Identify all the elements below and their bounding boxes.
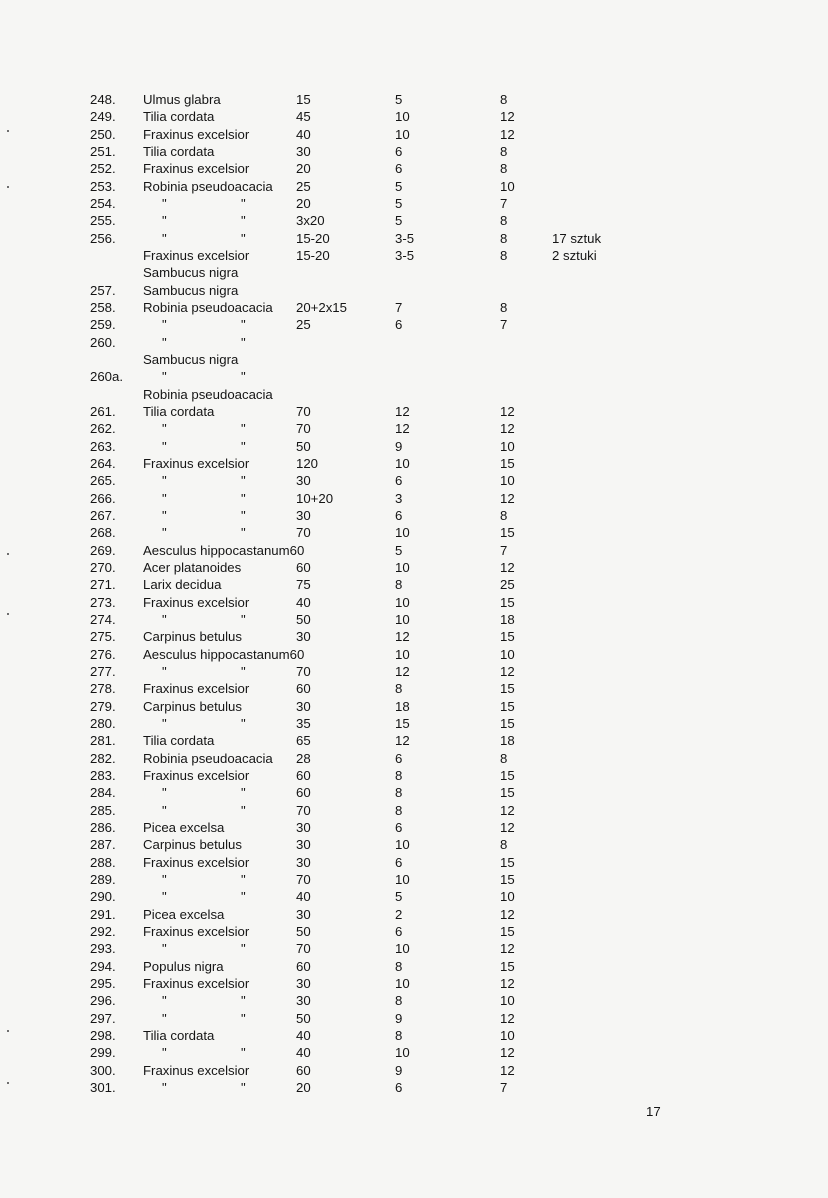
ditto-mark: " (241, 317, 246, 333)
row-number: 300. (90, 1062, 116, 1078)
species-name: Fraxinus excelsior (143, 1062, 250, 1078)
ditto-mark: " (241, 507, 246, 523)
diameter-value: 30 (296, 144, 311, 159)
species-name: Sambucus nigra (143, 351, 239, 367)
crown-value: 10 (500, 646, 515, 662)
row-number: 296. (90, 993, 116, 1009)
diameter-value: 40 (296, 1045, 311, 1061)
row-number: 259. (90, 317, 116, 333)
row-number: 292. (90, 923, 116, 939)
row-number: 254. (90, 196, 116, 211)
species-name: Fraxinus excelsior (143, 854, 250, 870)
height-value: 10 (395, 525, 410, 541)
row-number: 288. (90, 854, 116, 870)
diameter-value: 20 (296, 1079, 311, 1095)
row-number: 275. (90, 629, 116, 645)
row-number: 255. (90, 213, 116, 229)
diameter-value: 70 (296, 403, 311, 419)
diameter-value: 60 (296, 767, 311, 783)
crown-value: 12 (500, 906, 515, 922)
crown-value: 8 (500, 507, 508, 523)
row-number: 263. (90, 438, 116, 454)
crown-value: 15 (500, 681, 515, 697)
row-number: 251. (90, 144, 116, 159)
crown-value: 12 (500, 109, 515, 125)
ditto-mark: " (162, 473, 167, 489)
crown-value: 8 (500, 92, 508, 107)
species-name: Fraxinus excelsior (143, 975, 250, 991)
ditto-mark: " (162, 334, 167, 350)
diameter-value: 30 (296, 975, 311, 991)
crown-value: 15 (500, 715, 515, 731)
ditto-mark: " (241, 1010, 246, 1026)
height-value: 10 (395, 455, 410, 471)
diameter-value: 60 (296, 958, 311, 974)
crown-value: 15 (500, 525, 515, 541)
ditto-mark: " (241, 1045, 246, 1061)
row-number: 269. (90, 542, 116, 558)
height-value: 10 (395, 126, 410, 142)
ditto-mark: " (241, 473, 246, 489)
ditto-mark: " (241, 334, 246, 350)
ditto-mark: " (162, 941, 167, 957)
ditto-mark: " (241, 213, 246, 229)
species-name: Fraxinus excelsior (143, 681, 250, 697)
diameter-value: 3x20 (296, 213, 325, 229)
ditto-mark: " (241, 196, 246, 211)
diameter-value: 30 (296, 993, 311, 1009)
ditto-mark: " (162, 1079, 167, 1095)
species-name: Fraxinus excelsior (143, 594, 250, 610)
crown-value: 7 (500, 317, 508, 333)
crown-value: 10 (500, 178, 515, 194)
species-name: Carpinus betulus (143, 837, 242, 853)
row-number: 266. (90, 490, 116, 506)
species-name: Picea excelsa (143, 906, 225, 922)
crown-value: 25 (500, 577, 515, 593)
row-number: 293. (90, 941, 116, 957)
diameter-value: 45 (296, 109, 311, 125)
crown-value: 7 (500, 1079, 508, 1095)
ditto-mark: " (162, 230, 167, 246)
row-number: 281. (90, 733, 116, 749)
ditto-mark: " (162, 525, 167, 541)
ditto-mark: " (241, 941, 246, 957)
ditto-mark: " (241, 525, 246, 541)
crown-value: 12 (500, 490, 515, 506)
height-value: 6 (395, 923, 403, 939)
species-name: Robinia pseudoacacia (143, 300, 273, 315)
height-value: 3-5 (395, 230, 415, 246)
scan-speck (7, 613, 9, 615)
height-value: 5 (395, 92, 403, 107)
row-number: 252. (90, 161, 116, 177)
ditto-mark: " (162, 802, 167, 818)
row-number: 257. (90, 282, 116, 298)
crown-value: 12 (500, 663, 515, 679)
height-value: 10 (395, 109, 410, 125)
height-value: 6 (395, 1079, 403, 1095)
crown-value: 12 (500, 126, 515, 142)
row-number: 274. (90, 611, 116, 627)
height-value: 10 (395, 871, 410, 887)
crown-value: 15 (500, 698, 515, 714)
height-value: 5 (395, 213, 403, 229)
row-number: 250. (90, 126, 116, 142)
crown-value: 12 (500, 559, 515, 575)
diameter-value: 30 (296, 854, 311, 870)
crown-value: 15 (500, 854, 515, 870)
ditto-mark: " (241, 715, 246, 731)
height-value: 10 (395, 975, 410, 991)
species-name: Picea excelsa (143, 819, 225, 835)
diameter-value: 25 (296, 178, 311, 194)
species-name: Tilia cordata (143, 733, 215, 749)
species-name: Fraxinus excelsior (143, 923, 250, 939)
crown-value: 8 (500, 161, 508, 177)
row-number: 262. (90, 421, 116, 437)
species-name: Ulmus glabra (143, 92, 221, 107)
ditto-mark: " (241, 871, 246, 887)
diameter-value: 50 (296, 923, 311, 939)
height-value: 15 (395, 715, 410, 731)
row-number: 256. (90, 230, 116, 246)
crown-value: 15 (500, 455, 515, 471)
crown-value: 8 (500, 837, 508, 853)
species-name: Fraxinus excelsior (143, 161, 250, 177)
ditto-mark: " (241, 993, 246, 1009)
height-value: 10 (395, 611, 410, 627)
diameter-value: 20+2x15 (296, 300, 347, 315)
diameter-value: 30 (296, 819, 311, 835)
height-value: 8 (395, 785, 403, 801)
ditto-mark: " (162, 785, 167, 801)
species-name: Carpinus betulus (143, 629, 242, 645)
ditto-mark: " (162, 889, 167, 905)
diameter-value: 35 (296, 715, 311, 731)
crown-value: 10 (500, 993, 515, 1009)
height-value: 8 (395, 681, 403, 697)
species-name: Carpinus betulus (143, 698, 242, 714)
ditto-mark: " (162, 993, 167, 1009)
row-number: 286. (90, 819, 116, 835)
species-name: Robinia pseudoacacia (143, 750, 273, 766)
crown-value: 12 (500, 1062, 515, 1078)
height-value: 6 (395, 750, 403, 766)
row-number: 284. (90, 785, 116, 801)
crown-value: 10 (500, 473, 515, 489)
diameter-value: 10+20 (296, 490, 334, 506)
row-number: 248. (90, 92, 116, 107)
height-value: 10 (395, 1045, 410, 1061)
scan-speck (7, 553, 9, 555)
diameter-value: 40 (296, 594, 311, 610)
ditto-mark: " (162, 317, 167, 333)
crown-value: 8 (500, 750, 508, 766)
ditto-mark: " (241, 230, 246, 246)
height-value: 6 (395, 317, 403, 333)
height-value: 2 (395, 906, 403, 922)
count-note: 2 sztuki (552, 248, 597, 263)
crown-value: 15 (500, 923, 515, 939)
height-value: 10 (395, 941, 410, 957)
diameter-value: 25 (296, 317, 311, 333)
row-number: 276. (90, 646, 116, 662)
height-value: 6 (395, 819, 403, 835)
ditto-mark: " (241, 785, 246, 801)
row-number: 291. (90, 906, 116, 922)
row-number: 268. (90, 525, 116, 541)
row-number: 267. (90, 507, 116, 523)
row-number: 258. (90, 300, 116, 315)
diameter-value: 120 (296, 455, 319, 471)
ditto-mark: " (162, 507, 167, 523)
ditto-mark: " (241, 802, 246, 818)
row-number: 278. (90, 681, 116, 697)
row-number: 265. (90, 473, 116, 489)
height-value: 8 (395, 993, 403, 1009)
ditto-mark: " (241, 369, 246, 385)
crown-value: 12 (500, 1045, 515, 1061)
height-value: 6 (395, 854, 403, 870)
ditto-mark: " (241, 490, 246, 506)
ditto-mark: " (241, 421, 246, 437)
species-name: Tilia cordata (143, 109, 215, 125)
diameter-value: 70 (296, 421, 311, 437)
row-number: 287. (90, 837, 116, 853)
row-number: 270. (90, 559, 116, 575)
height-value: 12 (395, 629, 410, 645)
row-number: 290. (90, 889, 116, 905)
diameter-value: 70 (296, 941, 311, 957)
scan-speck (7, 1030, 9, 1032)
crown-value: 15 (500, 629, 515, 645)
species-name: Robinia pseudoacacia (143, 178, 273, 194)
species-name: Aesculus hippocastanum60 (143, 542, 305, 558)
species-name: Tilia cordata (143, 1027, 215, 1043)
height-value: 12 (395, 733, 410, 749)
height-value: 8 (395, 802, 403, 818)
diameter-value: 70 (296, 871, 311, 887)
crown-value: 12 (500, 421, 515, 437)
row-number: 260a. (90, 369, 124, 385)
diameter-value: 50 (296, 1010, 311, 1026)
crown-value: 15 (500, 594, 515, 610)
row-number: 271. (90, 577, 116, 593)
ditto-mark: " (241, 663, 246, 679)
ditto-mark: " (162, 213, 167, 229)
crown-value: 8 (500, 144, 508, 159)
ditto-mark: " (162, 871, 167, 887)
species-name: Tilia cordata (143, 403, 215, 419)
height-value: 9 (395, 438, 403, 454)
height-value: 6 (395, 507, 403, 523)
diameter-value: 70 (296, 802, 311, 818)
species-name: Aesculus hippocastanum60 (143, 646, 305, 662)
row-number: 253. (90, 178, 116, 194)
height-value: 8 (395, 577, 403, 593)
row-number: 249. (90, 109, 116, 125)
height-value: 7 (395, 300, 403, 315)
height-value: 8 (395, 767, 403, 783)
height-value: 6 (395, 473, 403, 489)
ditto-mark: " (162, 611, 167, 627)
species-name: Fraxinus excelsior (143, 248, 250, 263)
diameter-value: 60 (296, 559, 311, 575)
crown-value: 7 (500, 196, 508, 211)
diameter-value: 70 (296, 525, 311, 541)
ditto-mark: " (241, 1079, 246, 1095)
diameter-value: 40 (296, 126, 311, 142)
species-name: Fraxinus excelsior (143, 767, 250, 783)
crown-value: 10 (500, 889, 515, 905)
ditto-mark: " (162, 369, 167, 385)
ditto-mark: " (241, 438, 246, 454)
height-value: 5 (395, 889, 403, 905)
diameter-value: 30 (296, 507, 311, 523)
height-value: 6 (395, 161, 403, 177)
crown-value: 18 (500, 733, 515, 749)
diameter-value: 20 (296, 161, 311, 177)
crown-value: 12 (500, 403, 515, 419)
row-number: 280. (90, 715, 116, 731)
species-name: Larix decidua (143, 577, 222, 593)
ditto-mark: " (162, 438, 167, 454)
row-number: 261. (90, 403, 116, 419)
crown-value: 10 (500, 1027, 515, 1043)
height-value: 10 (395, 594, 410, 610)
diameter-value: 60 (296, 681, 311, 697)
diameter-value: 28 (296, 750, 311, 766)
row-number: 301. (90, 1079, 116, 1095)
ditto-mark: " (241, 611, 246, 627)
diameter-value: 70 (296, 663, 311, 679)
height-value: 3-5 (395, 248, 415, 263)
species-name: Acer platanoides (143, 559, 242, 575)
diameter-value: 15-20 (296, 230, 330, 246)
crown-value: 15 (500, 767, 515, 783)
ditto-mark: " (162, 196, 167, 211)
height-value: 10 (395, 646, 410, 662)
ditto-mark: " (162, 421, 167, 437)
diameter-value: 30 (296, 837, 311, 853)
row-number: 289. (90, 871, 116, 887)
diameter-value: 15-20 (296, 248, 330, 263)
height-value: 18 (395, 698, 410, 714)
row-number: 273. (90, 594, 116, 610)
crown-value: 12 (500, 975, 515, 991)
row-number: 282. (90, 750, 116, 766)
species-name: Robinia pseudoacacia (143, 386, 273, 402)
row-number: 264. (90, 455, 116, 471)
row-number: 279. (90, 698, 116, 714)
crown-value: 18 (500, 611, 515, 627)
diameter-value: 30 (296, 629, 311, 645)
crown-value: 7 (500, 542, 508, 558)
species-name: Fraxinus excelsior (143, 455, 250, 471)
crown-value: 15 (500, 871, 515, 887)
species-name: Fraxinus excelsior (143, 126, 250, 142)
height-value: 12 (395, 403, 410, 419)
height-value: 10 (395, 559, 410, 575)
height-value: 6 (395, 144, 403, 159)
diameter-value: 30 (296, 906, 311, 922)
page-number: 17 (646, 1104, 661, 1119)
crown-value: 15 (500, 785, 515, 801)
diameter-value: 60 (296, 1062, 311, 1078)
height-value: 5 (395, 542, 403, 558)
ditto-mark: " (162, 490, 167, 506)
diameter-value: 15 (296, 92, 311, 107)
diameter-value: 20 (296, 196, 311, 211)
ditto-mark: " (162, 663, 167, 679)
scan-speck (7, 130, 9, 132)
diameter-value: 65 (296, 733, 311, 749)
scan-speck (7, 1082, 9, 1084)
row-number: 297. (90, 1010, 116, 1026)
row-number: 260. (90, 334, 116, 350)
height-value: 12 (395, 663, 410, 679)
height-value: 10 (395, 837, 410, 853)
height-value: 12 (395, 421, 410, 437)
height-value: 5 (395, 178, 403, 194)
crown-value: 15 (500, 958, 515, 974)
row-number: 295. (90, 975, 116, 991)
diameter-value: 75 (296, 577, 311, 593)
crown-value: 12 (500, 819, 515, 835)
row-number: 298. (90, 1027, 116, 1043)
row-number: 285. (90, 802, 116, 818)
crown-value: 10 (500, 438, 515, 454)
diameter-value: 30 (296, 698, 311, 714)
diameter-value: 30 (296, 473, 311, 489)
diameter-value: 40 (296, 889, 311, 905)
crown-value: 12 (500, 941, 515, 957)
ditto-mark: " (162, 715, 167, 731)
crown-value: 12 (500, 802, 515, 818)
crown-value: 8 (500, 300, 508, 315)
row-number: 299. (90, 1045, 116, 1061)
crown-value: 12 (500, 1010, 515, 1026)
ditto-mark: " (162, 1045, 167, 1061)
species-name: Populus nigra (143, 958, 224, 974)
height-value: 8 (395, 1027, 403, 1043)
crown-value: 8 (500, 230, 508, 246)
row-number: 294. (90, 958, 116, 974)
species-name: Sambucus nigra (143, 265, 239, 281)
row-number: 277. (90, 663, 116, 679)
diameter-value: 50 (296, 438, 311, 454)
crown-value: 8 (500, 213, 508, 229)
diameter-value: 40 (296, 1027, 311, 1043)
count-note: 17 sztuk (552, 230, 602, 246)
height-value: 9 (395, 1062, 403, 1078)
diameter-value: 60 (296, 785, 311, 801)
crown-value: 8 (500, 248, 508, 263)
species-name: Sambucus nigra (143, 282, 239, 298)
ditto-mark: " (241, 889, 246, 905)
height-value: 3 (395, 490, 403, 506)
height-value: 5 (395, 196, 403, 211)
height-value: 9 (395, 1010, 403, 1026)
row-number: 283. (90, 767, 116, 783)
diameter-value: 50 (296, 611, 311, 627)
height-value: 8 (395, 958, 403, 974)
ditto-mark: " (162, 1010, 167, 1026)
scan-speck (7, 186, 9, 188)
species-name: Tilia cordata (143, 144, 215, 159)
